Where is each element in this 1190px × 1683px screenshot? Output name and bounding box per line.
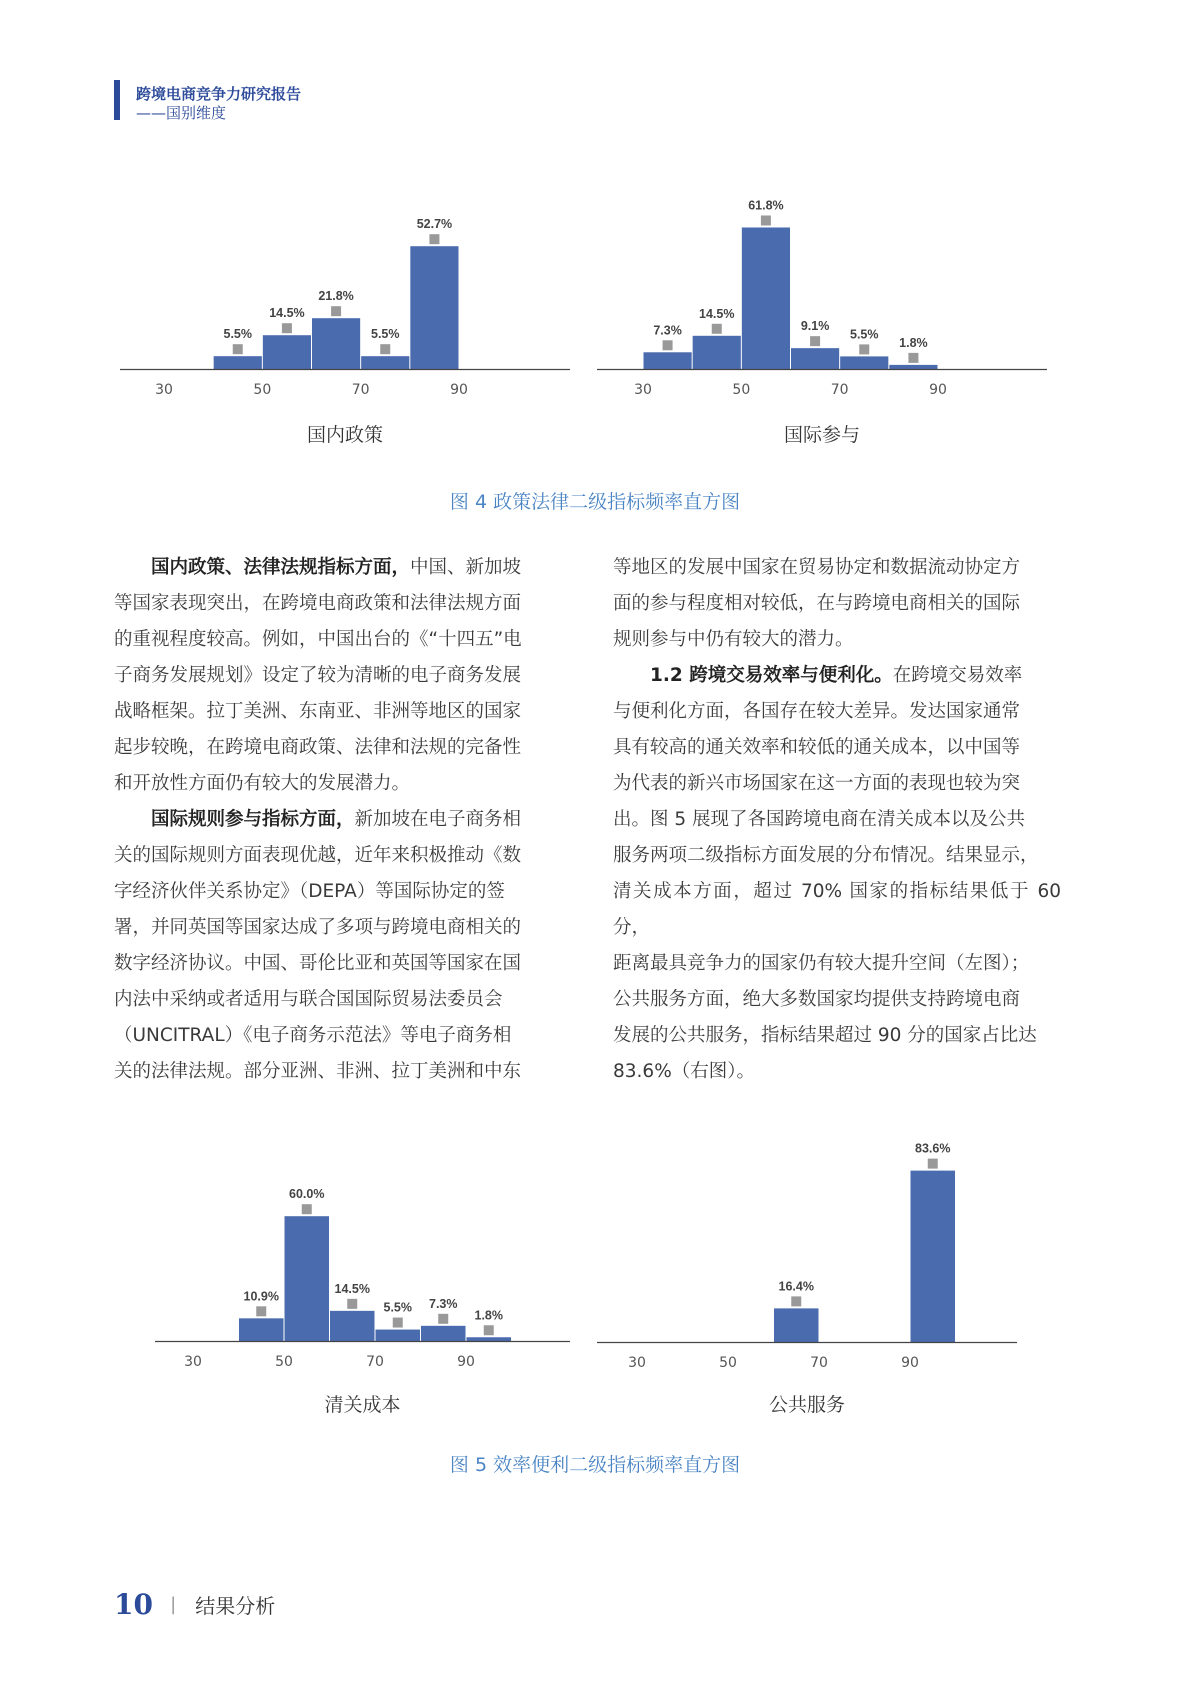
data-label: 5.5% — [850, 327, 879, 342]
error-marker — [928, 1159, 938, 1169]
x-tick-label: 30 — [634, 382, 652, 398]
x-tick-label: 30 — [628, 1355, 646, 1371]
data-label: 14.5% — [699, 306, 735, 321]
error-marker — [302, 1204, 312, 1214]
histogram-bar — [774, 1308, 819, 1342]
text-line: 清关成本方面，超过 70% 国家的指标结果低于 60 分， — [613, 881, 1061, 938]
x-tick-label: 90 — [929, 382, 947, 398]
x-tick-label: 30 — [184, 1354, 202, 1370]
histogram-bar — [911, 1171, 956, 1342]
histogram-customs-cost — [155, 1130, 570, 1420]
histogram-international-participation — [597, 190, 1047, 450]
text-line: 出。图 5 展现了各国跨境电商在清关成本以及公共 — [613, 809, 1026, 830]
histogram-public-plot — [597, 1130, 1017, 1380]
histogram-bar — [239, 1318, 284, 1341]
x-tick-label: 50 — [719, 1355, 737, 1371]
x-tick-label: 70 — [366, 1354, 384, 1370]
data-label: 5.5% — [383, 1300, 412, 1315]
histogram-bar — [330, 1311, 375, 1341]
error-marker — [908, 353, 918, 363]
data-label: 21.8% — [318, 289, 354, 304]
data-label: 9.1% — [800, 319, 830, 334]
paragraph-lead: 国际规则参与指标方面， — [151, 809, 355, 830]
x-tick-label: 70 — [810, 1355, 828, 1371]
text-line: 子商务发展规划》设定了较为清晰的电子商务发展 — [114, 665, 522, 686]
text-line: 等地区的发展中国家在贸易协定和数据流动协定方 — [613, 557, 1021, 578]
histogram-bar — [467, 1337, 512, 1341]
report-subtitle: ——国别维度 — [136, 104, 227, 122]
error-marker — [256, 1306, 266, 1316]
error-marker — [761, 215, 771, 225]
x-tick-label: 70 — [351, 382, 370, 398]
paragraph — [114, 550, 562, 802]
histogram-bar — [214, 356, 262, 369]
histogram-bar — [312, 318, 360, 369]
histogram-bar — [889, 365, 937, 369]
histogram-domestic-policy — [120, 190, 570, 450]
data-label: 52.7% — [416, 217, 453, 232]
chart-title: 国际参与 — [783, 424, 860, 446]
chart-title: 公共服务 — [768, 1394, 845, 1416]
text-line: 内法中采纳或者适用与联合国国际贸易法委员会 — [114, 989, 503, 1010]
paragraph — [613, 658, 1061, 1090]
page-footer — [114, 1588, 275, 1620]
text-line: 具有较高的通关效率和较低的通关成本，以中国等 — [613, 737, 1021, 758]
error-marker — [380, 344, 390, 354]
error-marker — [712, 324, 722, 334]
error-marker — [282, 323, 292, 333]
histogram-bar — [263, 335, 311, 369]
histogram-domestic-policy-plot — [120, 190, 570, 410]
text-line: 署，并同英国等国家达成了多项与跨境电商相关的 — [114, 917, 522, 938]
histogram-bar — [693, 336, 741, 369]
section-name: 结果分析 — [195, 1594, 276, 1618]
text-line: 面的参与程度相对较低，在与跨境电商相关的国际 — [613, 593, 1021, 614]
text-line: 等国家表现突出，在跨境电商政策和法律法规方面 — [114, 593, 522, 614]
text-line: 中国、新加坡 — [410, 557, 522, 578]
paragraph — [613, 550, 1061, 658]
page-number: 10 — [114, 1588, 153, 1621]
error-marker — [791, 1296, 801, 1306]
figure-5-caption: 图 5 效率便利二级指标频率直方图 — [449, 1454, 741, 1476]
error-marker — [663, 340, 673, 350]
text-line: （UNCITRAL）《电子商务示范法》等电子商务相 — [114, 1025, 512, 1046]
text-line: 的重视程度较高。例如，中国出台的《“十四五”电 — [114, 629, 522, 650]
text-line: 新加坡在电子商务相 — [354, 809, 522, 830]
x-tick-label: 90 — [457, 1354, 475, 1370]
error-marker — [331, 306, 341, 316]
text-line: 字经济伙伴关系协定》（DEPA）等国际协定的签 — [114, 881, 505, 902]
histogram-bar — [376, 1330, 421, 1341]
figure-4-caption: 图 4 政策法律二级指标频率直方图 — [449, 491, 741, 513]
x-tick-label: 50 — [275, 1354, 293, 1370]
text-line: 规则参与中仍有较大的潜力。 — [613, 629, 854, 650]
x-tick-label: 90 — [450, 382, 468, 398]
x-tick-label: 50 — [732, 382, 751, 398]
data-label: 14.5% — [334, 1281, 370, 1296]
x-tick-label: 30 — [155, 382, 173, 398]
text-line: 关的法律法规。部分亚洲、非洲、拉丁美洲和中东 — [114, 1061, 522, 1082]
text-line: 为代表的新兴市场国家在这一方面的表现也较为突 — [613, 773, 1021, 794]
error-marker — [484, 1325, 494, 1335]
text-line: 在跨境交易效率 — [892, 665, 1023, 686]
histogram-bar — [361, 356, 409, 369]
text-line: 发展的公共服务，指标结果超过 90 分的国家占比达 — [613, 1025, 1037, 1046]
error-marker — [859, 344, 869, 354]
text-column-left — [114, 550, 562, 1090]
text-line: 起步较晚，在跨境电商政策、法律和法规的完备性 — [114, 737, 522, 758]
text-line: 公共服务方面，绝大多数国家均提供支持跨境电商 — [613, 989, 1021, 1010]
chart-title: 国内政策 — [306, 424, 383, 446]
data-label: 7.3% — [429, 1296, 458, 1311]
text-line: 服务两项二级指标方面发展的分布情况。结果显示， — [613, 845, 1039, 866]
histogram-international-plot — [597, 190, 1047, 410]
histogram-bar — [410, 246, 458, 369]
data-label: 83.6% — [915, 1141, 951, 1156]
data-label: 1.8% — [474, 1308, 503, 1323]
error-marker — [810, 336, 820, 346]
error-marker — [393, 1318, 403, 1328]
histogram-bar — [742, 227, 790, 369]
chart-title: 清关成本 — [324, 1394, 401, 1416]
x-tick-label: 50 — [253, 382, 272, 398]
histogram-bar — [840, 356, 888, 369]
data-label: 16.4% — [778, 1279, 814, 1294]
histogram-bar — [644, 352, 692, 369]
paragraph-lead: 国内政策、法律法规指标方面， — [151, 557, 411, 578]
data-label: 61.8% — [748, 198, 784, 213]
paragraph-lead: 1.2 跨境交易效率与便利化。 — [650, 665, 893, 686]
text-line: 数字经济协议。中国、哥伦比亚和英国等国家在国 — [114, 953, 522, 974]
text-line: 战略框架。拉丁美洲、东南亚、非洲等地区的国家 — [114, 701, 522, 722]
data-label: 5.5% — [223, 327, 252, 342]
text-line: 83.6%（右图）。 — [613, 1061, 756, 1082]
error-marker — [429, 234, 439, 244]
text-column-right — [613, 550, 1061, 1090]
error-marker — [438, 1314, 448, 1324]
histogram-public-service — [597, 1130, 1017, 1420]
histogram-customs-plot — [155, 1130, 570, 1380]
histogram-bar — [791, 348, 839, 369]
x-tick-label: 70 — [830, 382, 849, 398]
text-line: 和开放性方面仍有较大的发展潜力。 — [114, 773, 411, 794]
text-line: 关的国际规则方面表现优越，近年来积极推动《数 — [114, 845, 522, 866]
error-marker — [347, 1299, 357, 1309]
data-label: 5.5% — [371, 327, 400, 342]
histogram-bar — [421, 1326, 466, 1341]
report-title: 跨境电商竞争力研究报告 — [136, 85, 302, 103]
footer-separator: | — [170, 1594, 177, 1615]
text-line: 与便利化方面，各国存在较大差异。发达国家通常 — [613, 701, 1021, 722]
x-tick-label: 90 — [901, 1355, 919, 1371]
error-marker — [233, 344, 243, 354]
data-label: 10.9% — [243, 1289, 279, 1304]
data-label: 7.3% — [653, 323, 682, 338]
paragraph — [114, 802, 562, 1090]
data-label: 14.5% — [269, 306, 305, 321]
text-line: 距离最具竞争力的国家仍有较大提升空间（左图）； — [613, 953, 1030, 974]
header-accent-bar — [114, 80, 120, 120]
histogram-bar — [285, 1216, 330, 1341]
data-label: 1.8% — [899, 335, 928, 350]
data-label: 60.0% — [289, 1187, 325, 1202]
